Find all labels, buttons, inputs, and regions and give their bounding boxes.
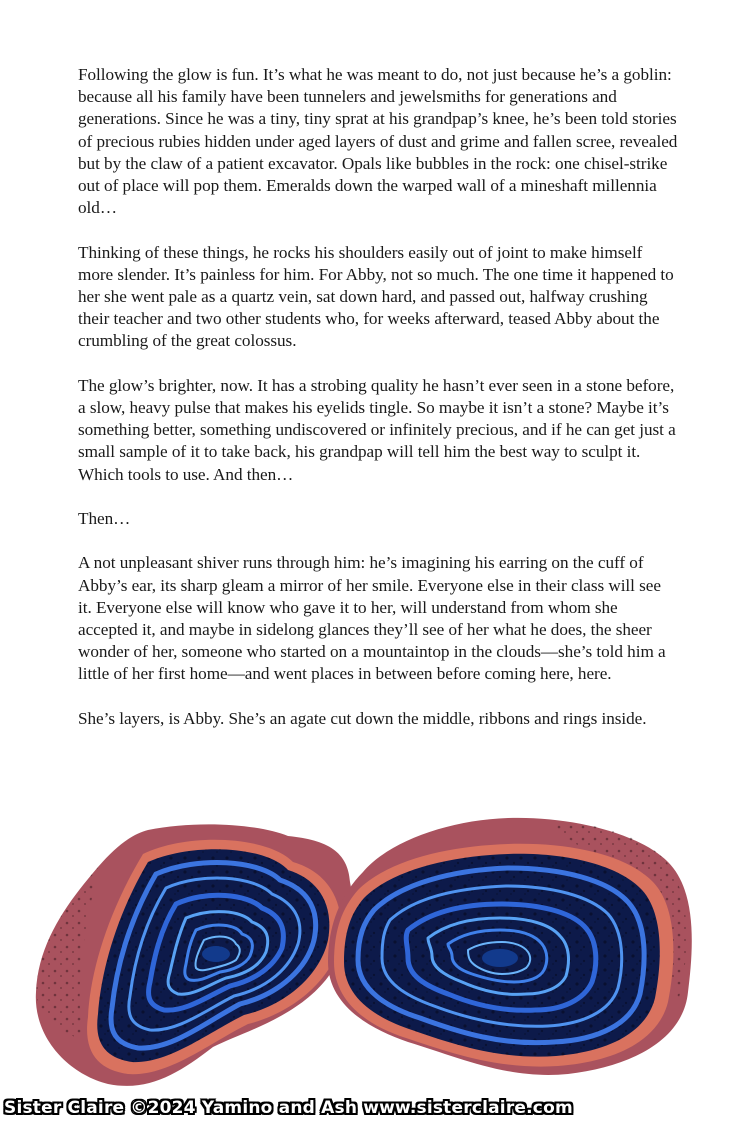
- paragraph-4: Then…: [78, 509, 131, 529]
- paragraph-6: She’s layers, is Abby. She’s an agate cut down the middle, ribbons and rings inside.: [78, 708, 647, 728]
- agate-left-core: [202, 946, 230, 962]
- agate-left-half: [36, 824, 353, 1086]
- story-text: [78, 64, 678, 752]
- paragraph-5: A not unpleasant shiver runs through him: he’s imagining his earring on the cuff of Abby’s ear, its sharp gleam a mirror of her smile. Everyone else in their class will see it. Everyone else will know who gave it to her, will understand from whom she accepted it, and maybe in sidelong glances they’ll see of her what he does, the sheer wonder of her, someone who started on a mountaintop in the clouds—she’s told him a little of her first home—and went places in between before coming here, here.: [78, 553, 666, 684]
- agate-right-half: [328, 818, 692, 1075]
- agate-illustration: [28, 812, 708, 1094]
- copyright-credit: Sister Claire ©2024 Yamino and Ash www.sisterclaire.com: [4, 1098, 573, 1118]
- paragraph-1: Following the glow is fun. It’s what he was meant to do, not just because he’s a goblin: because all his family have been tunnelers and jewelsmiths for generations and generations. Since he was a tiny, tiny sprat at his grandpap’s knee, he’s been told stories of precious rubies hidden under aged layers of dust and grime and fallen scree, revealed but by the claw of a patient excavator. Opals like bubbles in the rock: one chisel-strike out of place will pop them. Emeralds down the warped wall of a mineshaft millennia old…: [78, 65, 678, 218]
- paragraph-2: Thinking of these things, he rocks his shoulders easily out of joint to make himself more slender. It’s painless for him. For Abby, not so much. The one time it happened to her she went pale as a quartz vein, sat down hard, and passed out, halfway crushing their teacher and two other students who, for weeks afterward, teased Abby about the crumbling of the great colossus.: [78, 242, 674, 351]
- paragraph-3: The glow’s brighter, now. It has a strobing quality he hasn’t ever seen in a stone before, a slow, heavy pulse that makes his eyelids tingle. So maybe it isn’t a stone? Maybe it’s something better, something undiscovered or infinitely precious, and if he can get just a small sample of it to take back, his grandpap will tell him the best way to sculpt it. Which tools to use. And then…: [78, 375, 676, 484]
- agate-right-core: [482, 949, 518, 967]
